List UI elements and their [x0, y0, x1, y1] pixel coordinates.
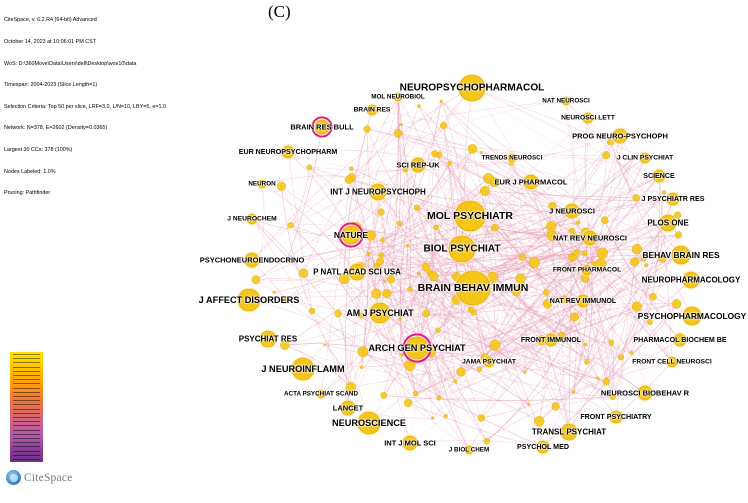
- node-label: NAT NEUROSCI: [542, 97, 590, 105]
- network-node[interactable]: [519, 254, 526, 261]
- analysis-parameters-block: [4, 3, 166, 212]
- node-label: J NEUROCHEM: [227, 215, 277, 223]
- network-node[interactable]: [299, 269, 308, 278]
- node-label: PLOS ONE: [647, 218, 689, 228]
- network-node[interactable]: [399, 318, 402, 321]
- network-node[interactable]: [601, 217, 608, 224]
- legend-tick: [13, 446, 40, 447]
- node-label: AM J PSYCHIAT: [346, 308, 414, 318]
- legend-tick: [13, 455, 40, 456]
- legend-tick: [13, 434, 40, 435]
- network-node[interactable]: [417, 272, 420, 275]
- network-node[interactable]: [468, 144, 477, 153]
- node-label: INT J MOL SCI: [384, 438, 436, 448]
- network-node[interactable]: [444, 414, 447, 417]
- network-node[interactable]: [394, 129, 402, 137]
- node-label: FRONT PSYCHIATRY: [580, 413, 652, 421]
- legend-tick: [13, 459, 40, 460]
- network-node[interactable]: [434, 225, 439, 230]
- node-label: J BIOL CHEM: [448, 446, 490, 454]
- citespace-watermark-label: CiteSpace: [24, 471, 73, 484]
- citespace-watermark: [6, 470, 72, 485]
- network-node[interactable]: [585, 359, 590, 364]
- network-node[interactable]: [448, 161, 452, 165]
- network-node[interactable]: [252, 276, 260, 284]
- meta-line-network: Network: N=378, E=2602 (Density=0.0365): [4, 125, 108, 132]
- panel-letter: (C): [268, 2, 291, 21]
- network-node[interactable]: [431, 151, 437, 157]
- network-node[interactable]: [429, 272, 438, 281]
- node-label: LANCET: [332, 403, 364, 413]
- node-label: SCIENCE: [643, 172, 675, 180]
- meta-line-date: October 14, 2023 at 10:06:01 PM CST: [4, 39, 96, 46]
- network-node[interactable]: [632, 244, 642, 254]
- legend-tick: [13, 438, 40, 439]
- node-label: PROG NEURO-PSYCHOPH: [572, 131, 668, 141]
- legend-tick: [13, 358, 40, 359]
- legend-tick: [13, 442, 40, 443]
- network-node[interactable]: [381, 392, 387, 398]
- network-node[interactable]: [483, 173, 493, 183]
- network-node[interactable]: [440, 100, 443, 103]
- network-node[interactable]: [633, 194, 640, 201]
- network-node[interactable]: [431, 417, 434, 420]
- legend-tick: [13, 362, 40, 363]
- node-label: J PSYCHIATR RES: [641, 195, 705, 203]
- node-label: BEHAV BRAIN RES: [642, 250, 720, 260]
- legend-tick: [13, 413, 40, 414]
- legend-tick: [13, 371, 40, 372]
- node-label: J AFFECT DISORDERS: [198, 295, 300, 305]
- network-node[interactable]: [454, 380, 457, 383]
- node-label: J CLIN PSYCHIAT: [616, 154, 674, 162]
- network-node[interactable]: [491, 224, 498, 231]
- legend-tick: [13, 430, 40, 431]
- network-node[interactable]: [477, 367, 482, 372]
- network-node[interactable]: [383, 289, 392, 298]
- network-node[interactable]: [570, 313, 578, 321]
- legend-tick: [13, 451, 40, 452]
- node-label: TRANSL PSYCHIAT: [531, 427, 607, 437]
- node-label: NEUROSCI LETT: [561, 114, 615, 122]
- node-label: BRAIN BEHAV IMMUN: [417, 282, 529, 294]
- node-label: NAT REV IMMUNOL: [549, 297, 617, 305]
- network-node[interactable]: [649, 293, 656, 300]
- network-node[interactable]: [569, 254, 577, 262]
- network-node[interactable]: [576, 221, 580, 225]
- network-node[interactable]: [360, 366, 363, 369]
- network-node[interactable]: [273, 291, 276, 294]
- network-node[interactable]: [468, 307, 473, 312]
- network-node[interactable]: [358, 347, 368, 357]
- network-node[interactable]: [630, 351, 633, 354]
- network-node[interactable]: [552, 403, 560, 411]
- meta-line-largest-ccs: Largest 30 CCs: 378 (100%): [4, 147, 73, 154]
- node-label: PSYCHOL MED: [517, 443, 569, 451]
- node-label: FRONT IMMUNOL: [520, 336, 582, 344]
- network-node[interactable]: [423, 310, 430, 317]
- network-node[interactable]: [380, 238, 384, 242]
- meta-line-software: CiteSpace, v. 6.2.R4 (64-bit) Advanced: [4, 17, 97, 24]
- network-node[interactable]: [584, 343, 588, 347]
- node-label: PSYCHIAT RES: [238, 334, 298, 344]
- network-node[interactable]: [662, 190, 666, 194]
- network-node[interactable]: [377, 258, 384, 265]
- network-node[interactable]: [371, 289, 381, 299]
- node-label: NEUROPHARMACOLOGY: [641, 275, 741, 285]
- network-node[interactable]: [404, 399, 412, 407]
- meta-line-pruning: Pruning: Pathfinder: [4, 190, 51, 197]
- legend-tick: [13, 383, 40, 384]
- network-node[interactable]: [675, 232, 682, 239]
- network-node[interactable]: [335, 310, 342, 317]
- network-node[interactable]: [413, 391, 418, 396]
- citespace-logo-icon: [6, 470, 21, 485]
- network-node[interactable]: [529, 257, 540, 268]
- network-node[interactable]: [309, 308, 315, 314]
- meta-line-selection-criteria: Selection Criteria: Top 50 per slice, LRF=3.0, L/N=10, LBY=5, e=1.0: [4, 103, 167, 110]
- legend-tick-marks: [10, 352, 43, 462]
- network-node[interactable]: [440, 122, 447, 129]
- network-node[interactable]: [543, 289, 549, 295]
- network-node[interactable]: [596, 377, 599, 380]
- network-node[interactable]: [490, 340, 501, 351]
- network-node[interactable]: [582, 251, 587, 256]
- node-label: MOL PSYCHIATR: [427, 210, 513, 222]
- network-node[interactable]: [632, 302, 642, 312]
- node-label: NEUROSCI BIOBEHAV R: [600, 388, 690, 398]
- network-node[interactable]: [609, 340, 614, 345]
- network-node[interactable]: [324, 344, 326, 346]
- node-label: ACTA PSYCHIAT SCAND: [283, 390, 359, 398]
- node-label: TRENDS NEUROSCI: [481, 154, 543, 162]
- network-node[interactable]: [603, 378, 610, 385]
- network-node[interactable]: [400, 353, 403, 356]
- node-label: FRONT PHARMACOL: [552, 266, 622, 274]
- node-label: BIOL PSYCHIAT: [423, 243, 501, 255]
- network-node[interactable]: [383, 280, 386, 283]
- network-node[interactable]: [436, 328, 441, 333]
- meta-line-nodes-labeled: Nodes Labeled: 1.0%: [4, 168, 56, 175]
- node-label: NEUROPSYCHOPHARMACOL: [399, 82, 545, 94]
- network-node[interactable]: [645, 263, 649, 267]
- node-label: P NATL ACAD SCI USA: [313, 267, 401, 277]
- node-label: J NEUROINFLAMM: [261, 364, 345, 374]
- network-node[interactable]: [523, 371, 526, 374]
- node-label: NATURE: [333, 230, 369, 240]
- node-label: JAMA PSYCHIAT: [462, 358, 516, 366]
- network-node[interactable]: [397, 221, 402, 226]
- network-node[interactable]: [307, 165, 312, 170]
- node-label: BRAIN RES: [353, 106, 391, 114]
- citation-burst-color-legend: [10, 352, 43, 462]
- network-node[interactable]: [618, 355, 624, 361]
- network-node[interactable]: [528, 403, 530, 405]
- network-node[interactable]: [288, 222, 294, 228]
- legend-tick: [13, 392, 40, 393]
- node-label: NEUROSCIENCE: [331, 418, 407, 428]
- network-node[interactable]: [378, 209, 385, 216]
- legend-tick: [13, 421, 40, 422]
- network-node[interactable]: [418, 104, 421, 107]
- legend-tick: [13, 388, 40, 389]
- legend-tick: [13, 425, 40, 426]
- node-label: ARCH GEN PSYCHIAT: [368, 343, 466, 353]
- network-node[interactable]: [534, 416, 544, 426]
- legend-tick: [13, 375, 40, 376]
- network-node[interactable]: [602, 151, 610, 159]
- network-node[interactable]: [387, 276, 395, 284]
- network-node[interactable]: [672, 299, 681, 308]
- node-label: J NEUROSCI: [549, 206, 595, 216]
- network-node[interactable]: [480, 151, 483, 154]
- network-node[interactable]: [367, 252, 371, 256]
- legend-tick: [13, 379, 40, 380]
- meta-line-timespan: Timespan: 2004-2023 (Slice Length=1): [4, 82, 98, 89]
- node-label: EUR NEUROPSYCHOPHARM: [238, 148, 338, 156]
- network-node[interactable]: [406, 244, 409, 247]
- node-label: PSYCHOPHARMACOLOGY: [637, 311, 747, 321]
- network-node[interactable]: [546, 221, 556, 231]
- network-node[interactable]: [630, 258, 639, 267]
- node-label: MOL NEUROBIOL: [371, 93, 425, 101]
- network-node[interactable]: [437, 396, 441, 400]
- network-node[interactable]: [277, 182, 286, 191]
- network-node[interactable]: [480, 186, 489, 195]
- node-label: SCI REP-UK: [396, 160, 440, 170]
- meta-line-datasource: WoS: D:\360Move\Data\Users\dell\Desktop\wos10\data: [4, 60, 137, 67]
- node-label: PHARMACOL BIOCHEM BE: [633, 336, 727, 344]
- legend-tick: [13, 409, 40, 410]
- node-label: BRAIN RES BULL: [290, 122, 354, 132]
- network-node[interactable]: [345, 176, 353, 184]
- legend-tick: [13, 396, 40, 397]
- network-node[interactable]: [349, 166, 353, 170]
- legend-tick: [13, 367, 40, 368]
- node-label: INT J NEUROPSYCHOPH: [330, 187, 426, 197]
- network-node[interactable]: [597, 248, 608, 259]
- legend-tick: [13, 417, 40, 418]
- network-node[interactable]: [364, 126, 371, 133]
- network-node[interactable]: [572, 391, 575, 394]
- node-label: PSYCHONEUROENDOCRINO: [199, 255, 305, 265]
- network-node[interactable]: [379, 252, 384, 257]
- network-node[interactable]: [484, 438, 490, 444]
- legend-tick: [13, 354, 40, 355]
- network-node[interactable]: [408, 287, 413, 292]
- node-label: NAT REV NEUROSCI: [552, 233, 628, 243]
- legend-tick: [13, 400, 40, 401]
- network-node[interactable]: [478, 415, 485, 422]
- network-node[interactable]: [457, 368, 466, 377]
- node-label: FRONT CELL NEUROSCI: [632, 358, 712, 366]
- network-node[interactable]: [414, 205, 420, 211]
- legend-tick: [13, 404, 40, 405]
- node-label: NEURON: [248, 180, 276, 188]
- node-label: EUR J PHARMACOL: [494, 177, 568, 187]
- network-node[interactable]: [400, 123, 403, 126]
